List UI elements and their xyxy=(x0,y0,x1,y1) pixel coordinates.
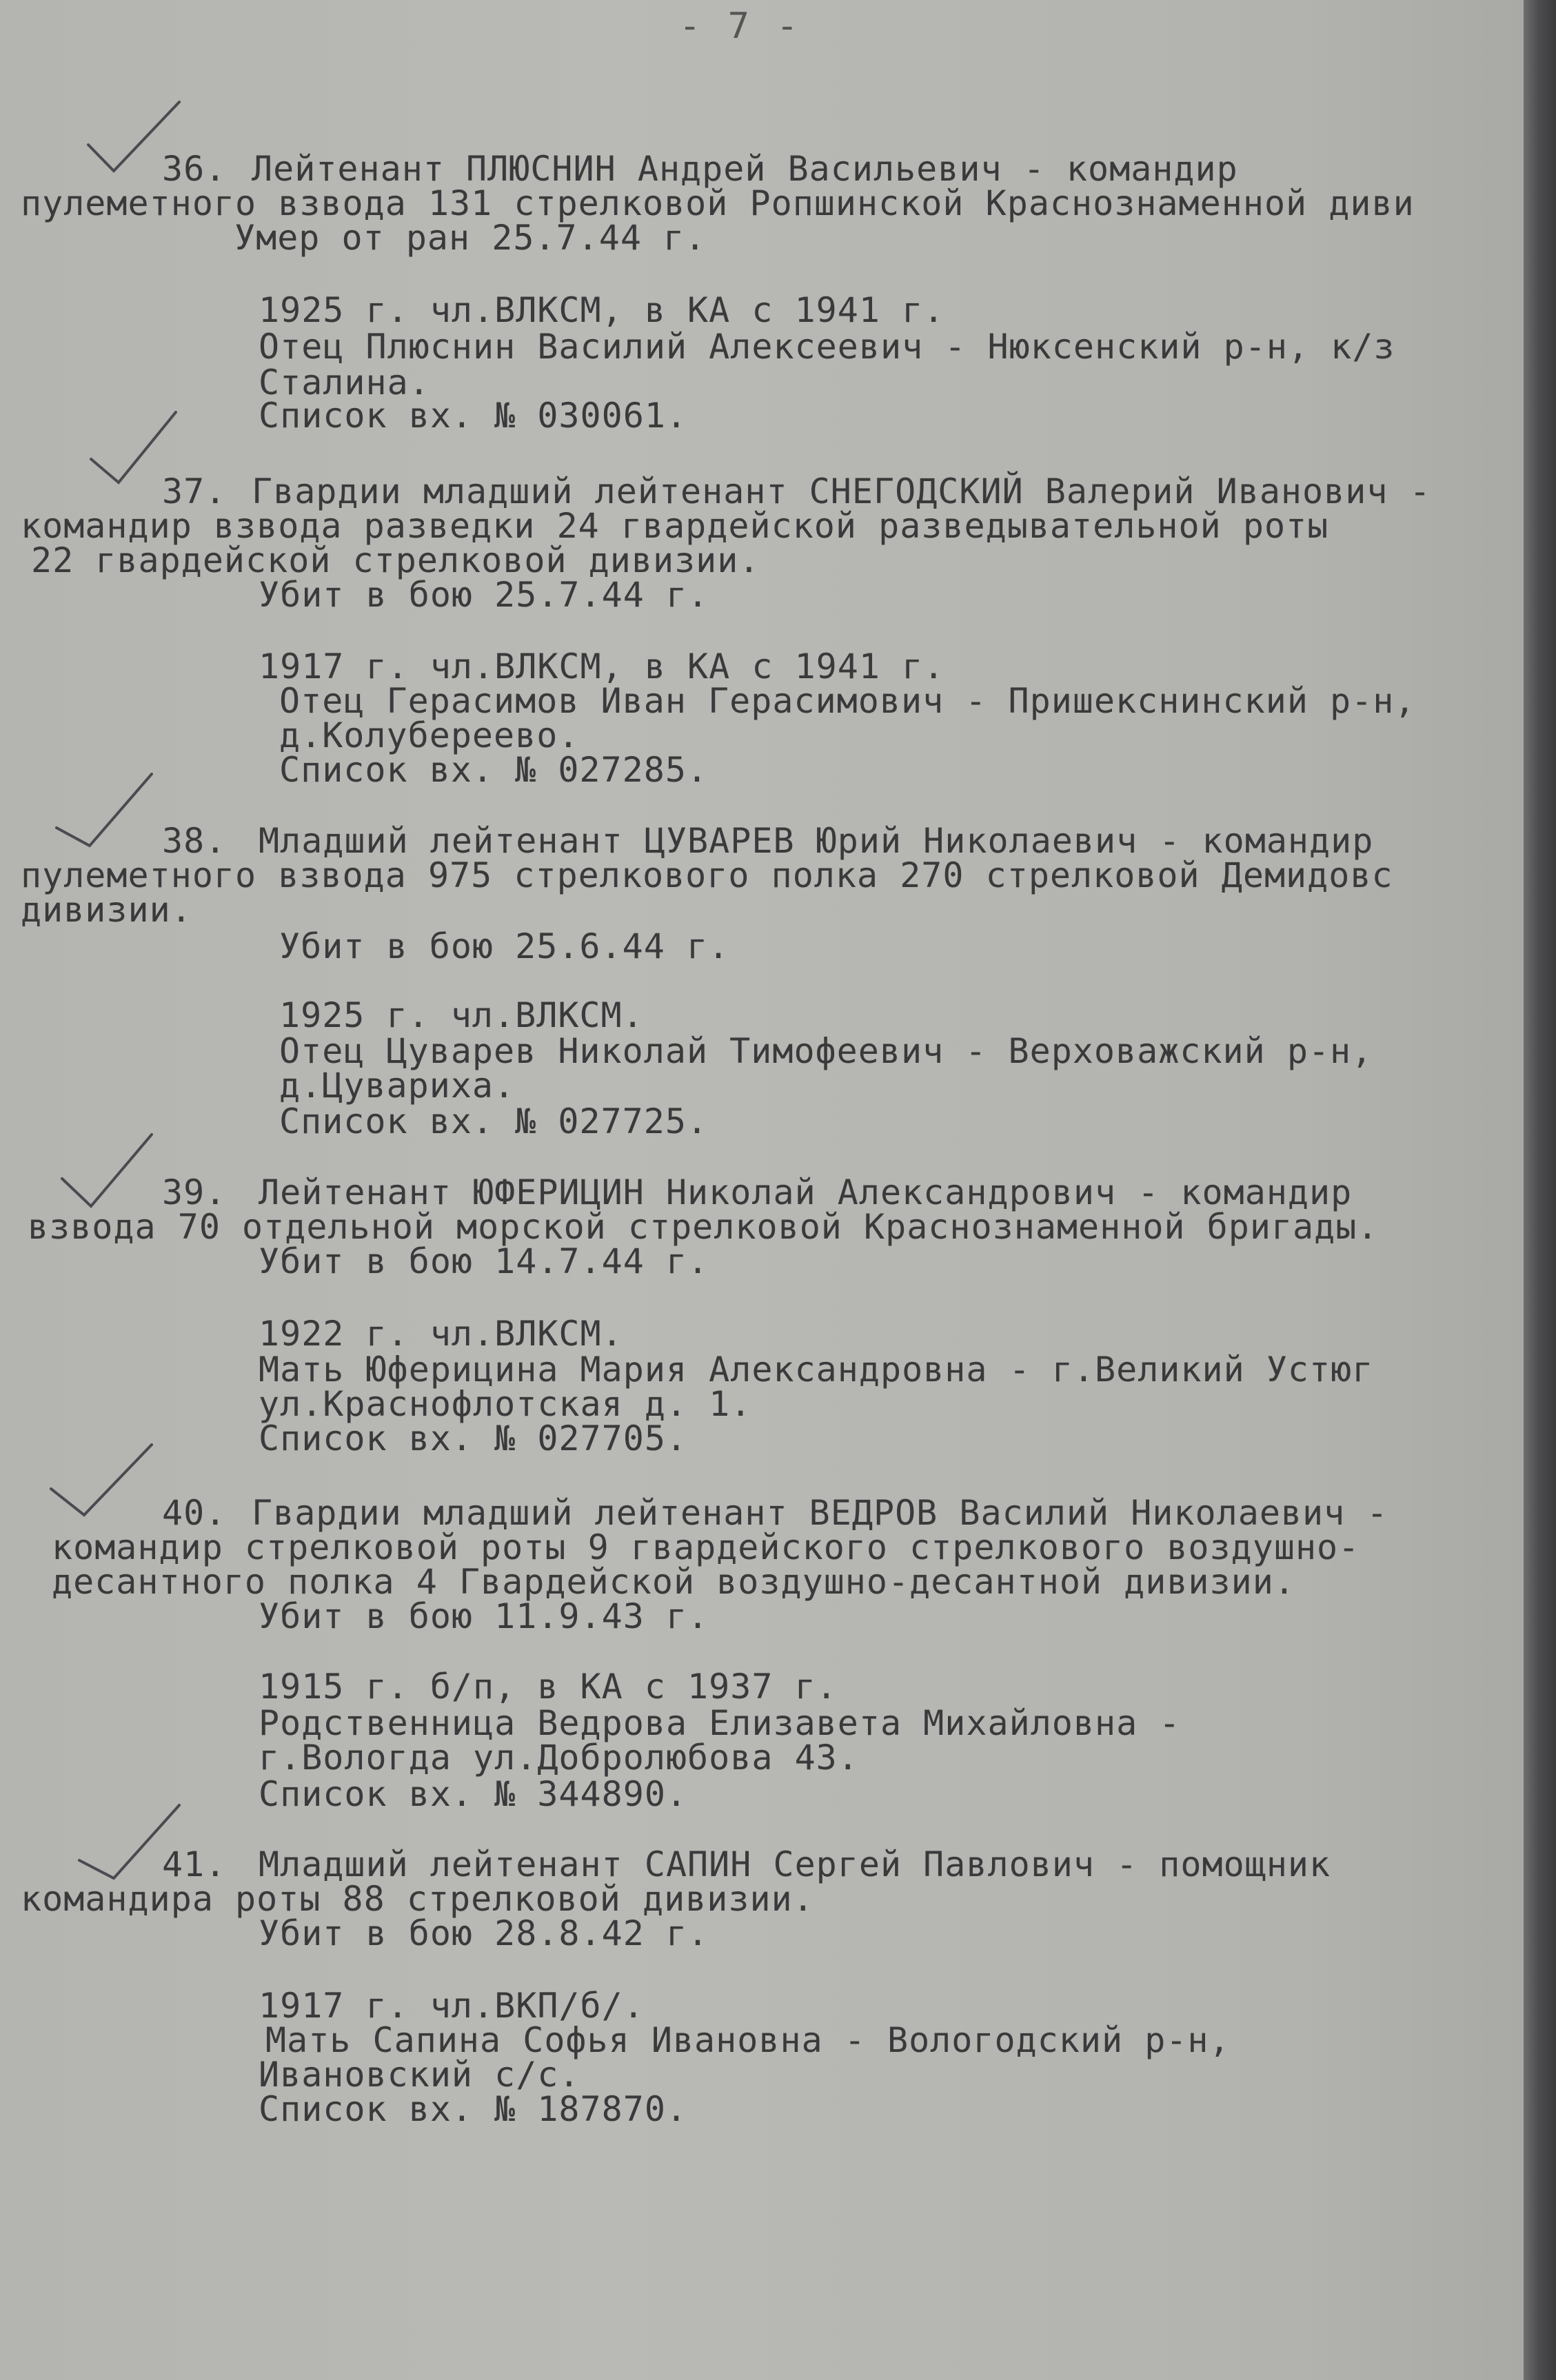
entry-37-line-1: Гвардии младший лейтенант СНЕГОДСКИЙ Валерий Иванович - xyxy=(252,471,1431,511)
entry-36-line-2: пулеметного взвода 131 стрелковой Ропшинской Краснознаменной диви xyxy=(21,183,1415,223)
entry-41-line-3: Убит в бою 28.8.42 г. xyxy=(259,1913,709,1953)
entry-36-detail-4: Список вх. № 030061. xyxy=(259,396,688,436)
entry-39-detail-2: Мать Юферицина Мария Александровна - г.Великий Устюг xyxy=(259,1350,1374,1390)
checkmark-icon xyxy=(41,1441,159,1523)
entry-40-detail-4: Список вх. № 344890. xyxy=(259,1774,688,1814)
entry-36-detail-1: 1925 г. чл.ВЛКСМ, в КА с 1941 г. xyxy=(259,290,945,330)
checkmark-icon xyxy=(41,769,159,851)
page-number: - 7 - xyxy=(679,6,801,47)
entry-38-line-4: Убит в бою 25.6.44 г. xyxy=(279,926,730,966)
entry-40-detail-1: 1915 г. б/п, в КА с 1937 г. xyxy=(259,1667,838,1707)
entry-38-line-3: дивизии. xyxy=(21,890,192,930)
entry-39-line-2: взвода 70 отдельной морской стрелковой Краснознаменной бригады. xyxy=(28,1207,1379,1247)
entry-37-detail-1: 1917 г. чл.ВЛКСМ, в КА с 1941 г. xyxy=(259,647,945,686)
entry-40-line-2: командир стрелковой роты 9 гвардейского стрелкового воздушно- xyxy=(52,1527,1360,1567)
entry-37-detail-2: Отец Герасимов Иван Герасимович - Пришекснинский р-н, xyxy=(279,681,1416,721)
entry-40-line-3: десантного полка 4 Гвардейской воздушно-десантной дивизии. xyxy=(52,1562,1295,1602)
checkmark-icon xyxy=(48,1130,165,1213)
entry-37-line-3: 22 гвардейской стрелковой дивизии. xyxy=(31,540,760,580)
entry-38-detail-4: Список вх. № 027725. xyxy=(279,1101,709,1141)
entry-40-detail-2: Родственница Ведрова Елизавета Михайловна - xyxy=(259,1703,1181,1743)
entry-40-detail-3: г.Вологда ул.Добролюбова 43. xyxy=(259,1738,859,1778)
entry-37-line-4: Убит в бою 25.7.44 г. xyxy=(259,575,709,615)
entry-40-line-1: Гвардии младший лейтенант ВЕДРОВ Василий Николаевич - xyxy=(252,1493,1388,1533)
entry-38-number: 38. xyxy=(162,821,227,861)
entry-41-line-2: командира роты 88 стрелковой дивизии. xyxy=(21,1879,814,1919)
page-edge-shadow xyxy=(1524,0,1556,2380)
entry-36-detail-2: Отец Плюснин Василий Алексеевич - Нюксенский р-н, к/з xyxy=(259,327,1395,367)
entry-37-number: 37. xyxy=(162,471,227,511)
entry-36-detail-3: Сталина. xyxy=(259,363,430,403)
entry-41-detail-3: Ивановский с/с. xyxy=(259,2055,580,2095)
entry-37-detail-3: д.Колубереево. xyxy=(279,715,580,755)
entry-38-line-2: пулеметного взвода 975 стрелкового полка 270 стрелковой Демидовс xyxy=(21,855,1393,895)
entry-40-number: 40. xyxy=(162,1493,227,1533)
entry-41-detail-1: 1917 г. чл.ВКП/б/. xyxy=(259,1986,645,2026)
entry-39-detail-1: 1922 г. чл.ВЛКСМ. xyxy=(259,1314,623,1354)
entry-41-number: 41. xyxy=(162,1844,227,1884)
entry-36-line-3: Умер от ран 25.7.44 г. xyxy=(234,218,707,258)
entry-38-detail-1: 1925 г. чл.ВЛКСМ. xyxy=(279,995,644,1035)
entry-39-number: 39. xyxy=(162,1172,227,1212)
entry-39-line-3: Убит в бою 14.7.44 г. xyxy=(259,1241,709,1281)
entry-36-number: 36. xyxy=(162,149,227,189)
entry-38-detail-3: д.Цувариха. xyxy=(279,1066,516,1106)
entry-37-line-2: командир взвода разведки 24 гвардейской разведывательной роты xyxy=(21,506,1329,546)
entry-39-detail-3: ул.Краснофлотская д. 1. xyxy=(259,1384,752,1424)
entry-36-line-1: Лейтенант ПЛЮСНИН Андрей Васильевич - командир xyxy=(252,149,1238,189)
entry-41-detail-4: Список вх. № 187870. xyxy=(259,2089,688,2129)
entry-38-detail-2: Отец Цуварев Николай Тимофеевич - Верховажский р-н, xyxy=(279,1031,1373,1071)
entry-39-detail-4: Список вх. № 027705. xyxy=(259,1418,688,1458)
entry-41-line-1: Младший лейтенант САПИН Сергей Павлович - помощник xyxy=(259,1844,1331,1884)
entry-38-line-1: Младший лейтенант ЦУВАРЕВ Юрий Николаевич - командир xyxy=(259,821,1374,861)
entry-39-line-1: Лейтенант ЮФЕРИЦИН Николай Александрович - командир xyxy=(259,1172,1353,1212)
entry-37-detail-4: Список вх. № 027285. xyxy=(279,750,709,790)
entry-41-detail-2: Мать Сапина Софья Ивановна - Вологодский р-н, xyxy=(265,2020,1231,2060)
entry-40-line-4: Убит в бою 11.9.43 г. xyxy=(259,1596,709,1636)
